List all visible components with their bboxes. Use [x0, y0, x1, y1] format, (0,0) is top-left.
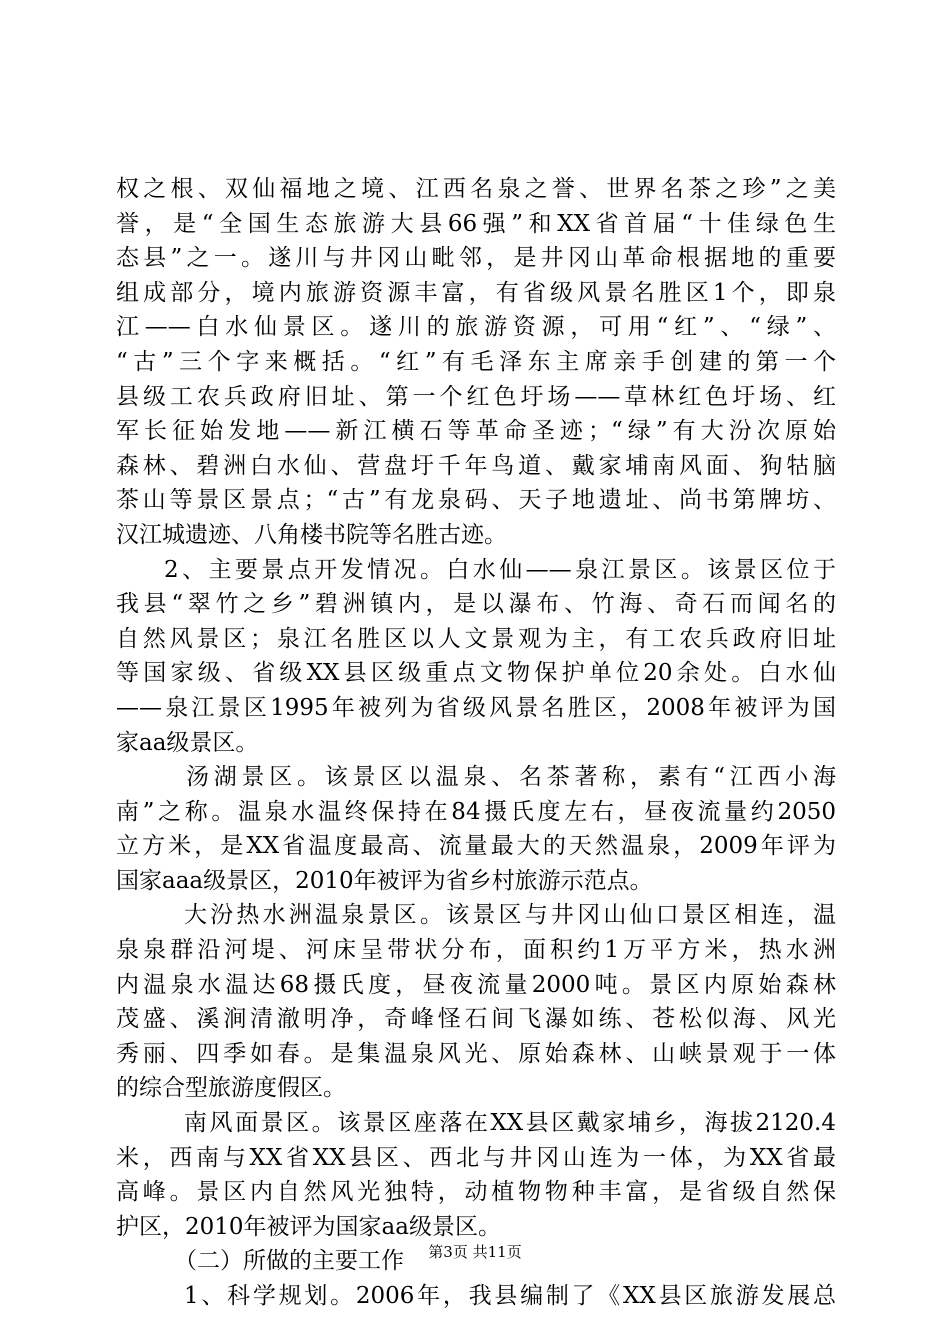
text-line: 森林、碧洲白水仙、营盘圩千年鸟道、戴家埔南风面、狗牯脑	[116, 452, 836, 479]
text-line: 泉泉群沿河堤、河床呈带状分布，面积约1万平方米，热水洲	[116, 937, 836, 964]
text-line: 态县”之一。遂川与井冈山毗邻，是井冈山革命根据地的重要	[116, 245, 836, 272]
text-line: 汉江城遗迹、八角楼书院等名胜古迹。	[116, 521, 507, 548]
text-line: 组成部分，境内旅游资源丰富，有省级风景名胜区1个，即泉	[116, 279, 836, 306]
text-line: 家aa级景区。	[116, 729, 259, 756]
text-line: （二）所做的主要工作	[174, 1248, 404, 1275]
text-line: ——泉江景区1995年被列为省级风景名胜区，2008年被评为国	[116, 694, 836, 721]
text-line: 大汾热水洲温泉景区。该景区与井冈山仙口景区相连，温	[184, 902, 836, 929]
text-line: 茂盛、溪涧清澈明净，奇峰怪石间飞瀑如练、苍松似海、风光	[116, 1006, 836, 1033]
text-line: 2、主要景点开发情况。白水仙——泉江景区。该景区位于	[164, 556, 836, 583]
text-line: 立方米，是XX省温度最高、流量最大的天然温泉，2009年评为	[116, 833, 836, 860]
text-line: 我县“翠竹之乡”碧洲镇内，是以瀑布、竹海、奇石而闻名的	[116, 591, 836, 618]
text-line: 军长征始发地——新江横石等革命圣迹；“绿”有大汾次原始	[116, 418, 836, 445]
text-line: 护区，2010年被评为国家aa级景区。	[116, 1213, 501, 1240]
text-line: 米，西南与XX省XX县区、西北与井冈山连为一体，为XX省最	[116, 1144, 836, 1171]
text-line: 县级工农兵政府旧址、第一个红色圩场——草林红色圩场、红	[116, 383, 836, 410]
text-line: 的综合型旅游度假区。	[116, 1075, 346, 1102]
text-line: 誉，是“全国生态旅游大县66强”和XX省首届“十佳绿色生	[116, 210, 836, 237]
text-line: 高峰。景区内自然风光独特，动植物物种丰富，是省级自然保	[116, 1179, 836, 1206]
text-line: “古”三个字来概括。“红”有毛泽东主席亲手创建的第一个	[116, 348, 836, 375]
page-footer: 第3页 共11页	[428, 1243, 522, 1261]
text-line: 权之根、双仙福地之境、江西名泉之誉、世界名茶之珍”之美	[116, 176, 836, 202]
text-line: 等国家级、省级XX县区级重点文物保护单位20余处。白水仙	[116, 660, 836, 687]
text-line: 南风面景区。该景区座落在XX县区戴家埔乡，海拔2120.4	[184, 1110, 836, 1137]
text-line: 江——白水仙景区。遂川的旅游资源，可用“红”、“绿”、	[116, 314, 836, 341]
text-line: 国家aaa级景区，2010年被评为省乡村旅游示范点。	[116, 867, 653, 894]
text-line: 1、科学规划。2006年，我县编制了《XX县区旅游发展总	[184, 1283, 836, 1309]
text-line: 秀丽、四季如春。是集温泉风光、原始森林、山峡景观于一体	[116, 1040, 836, 1067]
text-line: 茶山等景区景点；“古”有龙泉码、天子地遗址、尚书第牌坊、	[116, 487, 836, 514]
document-body	[116, 172, 836, 1314]
text-line: 汤湖景区。该景区以温泉、名茶著称，素有“江西小海	[186, 764, 836, 791]
text-line: 自然风景区；泉江名胜区以人文景观为主，有工农兵政府旧址	[116, 625, 836, 652]
text-line: 内温泉水温达68摄氏度，昼夜流量2000吨。景区内原始森林	[116, 971, 836, 998]
text-line: 南”之称。温泉水温终保持在84摄氏度左右，昼夜流量约2050	[116, 798, 836, 825]
